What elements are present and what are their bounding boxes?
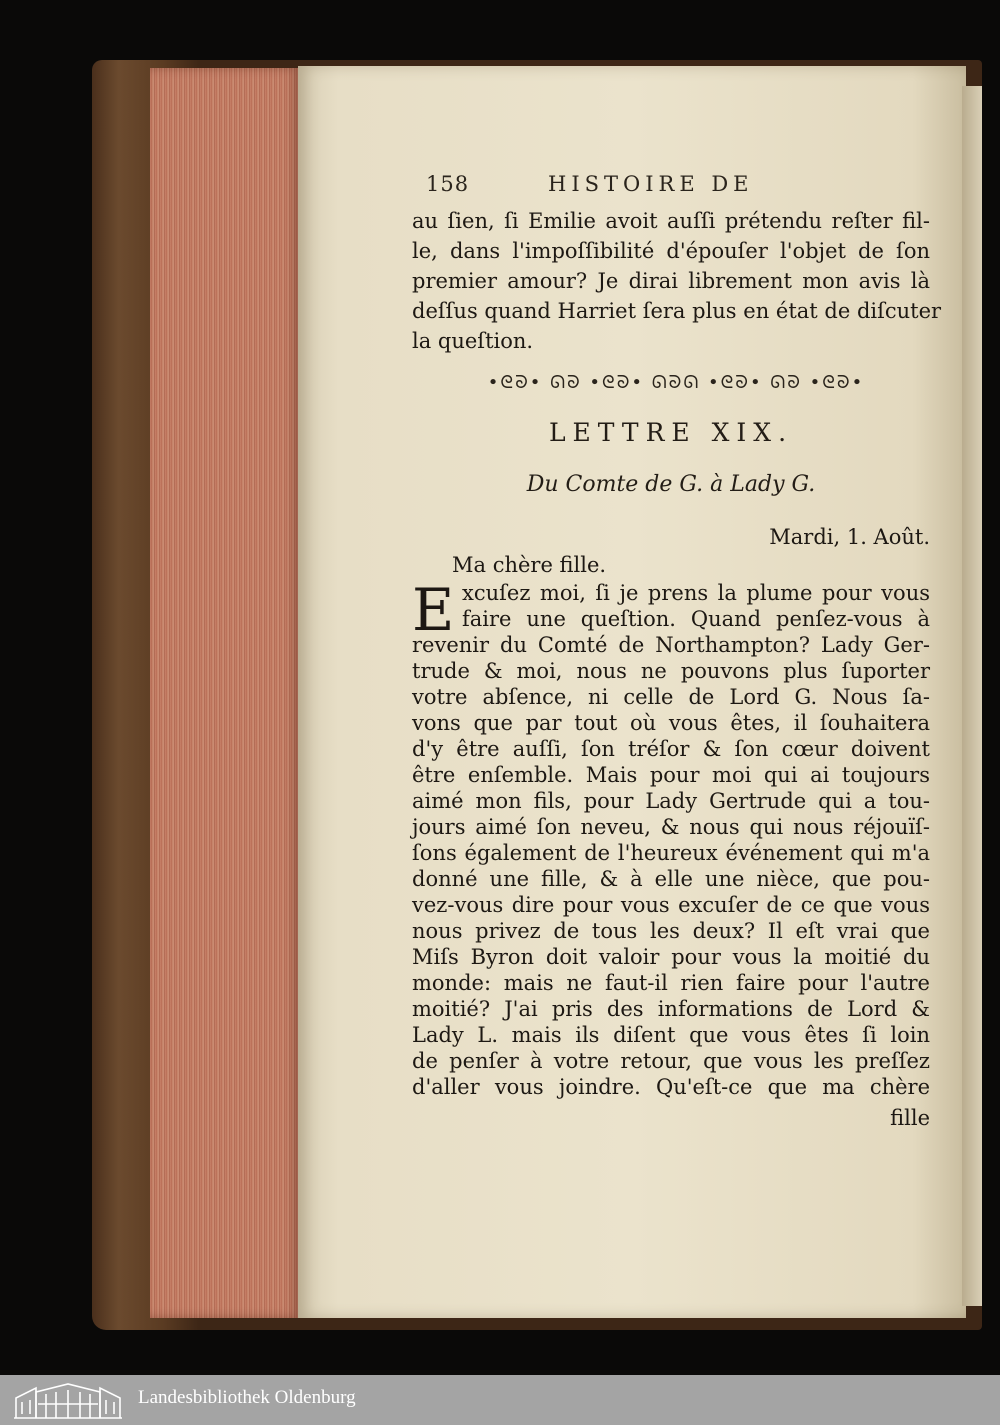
catchword: fille — [890, 1106, 930, 1130]
text-line: revenir du Comté de Northampton? Lady Ger- — [412, 633, 930, 657]
facing-page-edge — [962, 86, 982, 1306]
text-line: moitié? J'ai pris des informations de Lord & — [412, 997, 930, 1021]
letter-subheading: Du Comte de G. à Lady G. — [526, 472, 816, 497]
text-line: aimé mon fils, pour Lady Gertrude qui a tou- — [412, 789, 930, 813]
text-line: xcuſez moi, ſi je prens la plume pour vous — [462, 581, 930, 605]
ornamental-divider: •ᘓᘐ• ᘏᘐ •ᘓᘐ• ᘏᘐᘏ •ᘓᘐ• ᘏᘐ •ᘓᘐ• — [487, 372, 865, 393]
text-line: votre abſence, ni celle de Lord G. Nous ſa- — [412, 685, 930, 709]
running-head — [426, 172, 846, 200]
text-line: Miſs Byron doit valoir pour vous la moitié du — [412, 945, 930, 969]
text-line: être enſemble. Mais pour moi qui ai toujours — [412, 763, 930, 787]
text-line: Lady L. mais ils diſent que vous êtes ſi loin — [412, 1023, 930, 1047]
page-number: 158 — [426, 172, 470, 196]
letter-dateline: Mardi, 1. Août. — [769, 525, 930, 549]
text-line: le, dans l'impoſſibilité d'épouſer l'objet de ſon — [412, 239, 930, 263]
library-name: Landesbibliothek Oldenburg — [138, 1387, 356, 1408]
running-title: HISTOIRE DE — [548, 172, 754, 196]
letter-heading: LETTRE XIX. — [548, 418, 794, 447]
text-line: la queſtion. — [412, 329, 534, 353]
text-line: monde: mais ne faut-il rien faire pour l'autre — [412, 971, 930, 995]
text-line: deſſus quand Harriet ſera plus en état de diſcuter — [412, 299, 942, 323]
text-line: au ſien, ſi Emilie avoit auſſi prétendu reſter fil- — [412, 209, 930, 233]
text-line: faire une queſtion. Quand penſez-vous à — [462, 607, 930, 631]
library-building-icon — [12, 1380, 124, 1420]
text-line: de penſer à votre retour, que vous les preſſez — [412, 1049, 930, 1073]
page-edges — [150, 68, 300, 1318]
text-line: d'y être auſſi, ſon tréſor & ſon cœur doivent — [412, 737, 930, 761]
text-line: d'aller vous joindre. Qu'eſt-ce que ma chère — [412, 1075, 930, 1099]
text-line: vez-vous dire pour vous excuſer de ce que vous — [412, 893, 930, 917]
drop-cap: E — [412, 576, 455, 644]
text-line: trude & moi, nous ne pouvons plus ſuporter — [412, 659, 930, 683]
text-line: ſons également de l'heureux événement qui m'a — [412, 841, 930, 865]
text-line: nous privez de tous les deux? Il eſt vrai que — [412, 919, 930, 943]
text-line: premier amour? Je dirai librement mon avis là — [412, 269, 930, 293]
text-line: vons que par tout où vous êtes, il ſouhaitera — [412, 711, 930, 735]
text-line: donné une fille, & à elle une nièce, que pou- — [412, 867, 930, 891]
letter-salutation: Ma chère fille. — [452, 553, 607, 577]
text-line: jours aimé ſon neveu, & nous qui nous réjouïſ- — [412, 815, 930, 839]
